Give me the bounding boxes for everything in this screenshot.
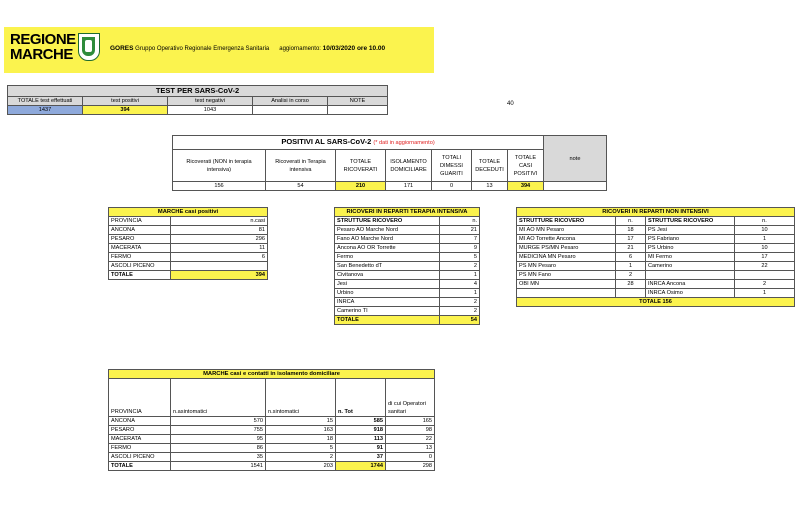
ni-title: RICOVERI IN REPARTI NON INTENSIVI — [517, 208, 795, 217]
ti-total-label: TOTALE — [335, 316, 440, 325]
casi-positivi-title: MARCHE casi positivi — [109, 208, 268, 217]
table-row: FERMO 86 5 91 13 — [109, 444, 435, 453]
value-deceduti: 13 — [472, 182, 508, 191]
header-deceduti: TOTALE DECEDUTI — [472, 150, 508, 182]
side-number: 40 — [507, 101, 514, 107]
casi-total-label: TOTALE — [109, 271, 171, 280]
iso-total-sint: 203 — [266, 462, 336, 471]
table-row: MURGE PS/MN Pesaro 21 PS Urbino 10 — [517, 244, 795, 253]
ni-col-struttura-right: STRUTTURE RICOVERO — [646, 217, 735, 226]
ti-total-value: 54 — [440, 316, 480, 325]
col-provincia: PROVINCIA — [109, 217, 171, 226]
update-value: 10/03/2020 ore 10.00 — [322, 45, 386, 52]
header-banner — [4, 27, 434, 73]
org-short: GORES — [110, 45, 134, 52]
positivi-table — [172, 135, 607, 191]
table-row: PS MN Fano 2 — [517, 271, 795, 280]
header-dimessi: TOTALI DIMESSI GUARITI — [432, 150, 472, 182]
table-row: FERMO 6 — [109, 253, 268, 262]
ti-col-struttura: STRUTTURE RICOVERO — [335, 217, 440, 226]
col-casi: n.casi — [171, 217, 268, 226]
ni-col-n-left: n. — [616, 217, 646, 226]
test-table — [7, 85, 388, 115]
regione-marche-logo: REGIONE MARCHE — [10, 31, 76, 63]
table-row: PS MN Pesaro 1 Camerino 22 — [517, 262, 795, 271]
ti-col-n: n. — [440, 217, 480, 226]
isolamento-title: MARCHE casi e contatti in isolamento domiciliare — [109, 370, 435, 379]
positivi-title: POSITIVI AL SARS-CoV-2 (* dati in aggiornamento) — [173, 136, 544, 150]
table-row: ASCOLI PICENO 35 2 37 0 — [109, 453, 435, 462]
iso-total-asint: 1541 — [171, 462, 266, 471]
regione-shield-icon — [78, 33, 100, 61]
table-row: Jesi 4 — [335, 280, 480, 289]
casi-positivi-table — [108, 207, 268, 280]
header-info — [110, 45, 385, 52]
table-row: ASCOLI PICENO — [109, 262, 268, 271]
value-analisi — [253, 106, 328, 115]
header-ricoverati-non-ti: Ricoverati (NON in terapia intensiva) — [173, 150, 266, 182]
table-row: Camerino TI 2 — [335, 307, 480, 316]
value-totale-ricoverati: 210 — [336, 182, 386, 191]
terapia-intensiva-table — [334, 207, 480, 325]
header-ricoverati-ti: Ricoverati in Terapia intensiva — [266, 150, 336, 182]
iso-total-label: TOTALE — [109, 462, 171, 471]
table-row: Ancona AO OR Torrette 9 — [335, 244, 480, 253]
table-row: ANCONA 81 — [109, 226, 268, 235]
table-row: San Benedetto dT 2 — [335, 262, 480, 271]
header-test-negativi: test negativi — [168, 97, 253, 106]
value-test-positivi: 394 — [83, 106, 168, 115]
update-label: aggiornamento: — [279, 46, 321, 52]
header-totale-ricoverati: TOTALE RICOVERATI — [336, 150, 386, 182]
ni-col-struttura-left: STRUTTURE RICOVERO — [517, 217, 616, 226]
value-ricoverati-ti: 54 — [266, 182, 336, 191]
table-row: MEDICINA MN Pesaro 6 MI Fermo 17 — [517, 253, 795, 262]
header-casi-positivi: TOTALE CASI POSITIVI — [508, 150, 544, 182]
ti-title: RICOVERI IN REPARTI TERAPIA INTENSIVA — [335, 208, 480, 217]
value-casi-positivi: 394 — [508, 182, 544, 191]
test-table-title: TEST PER SARS-CoV-2 — [8, 86, 388, 97]
header-analisi: Analisi in corso — [253, 97, 328, 106]
iso-col-asint: n.asintomatici — [171, 379, 266, 417]
header-note-pos: note — [544, 136, 607, 182]
casi-total-value: 394 — [171, 271, 268, 280]
table-row: Pesaro AO Marche Nord 21 — [335, 226, 480, 235]
table-row: OBI MN 28 INRCA Ancona 2 — [517, 280, 795, 289]
header-note: NOTE — [328, 97, 388, 106]
header-totale-test: TOTALE test effettuati — [8, 97, 83, 106]
table-row: ANCONA 570 15 585 165 — [109, 417, 435, 426]
table-row: Fermo 5 — [335, 253, 480, 262]
isolamento-table — [108, 369, 435, 471]
value-note — [328, 106, 388, 115]
header-test-positivi: test positivi — [83, 97, 168, 106]
non-intensivi-table — [516, 207, 795, 307]
table-row: INRCA Osimo 1 — [517, 289, 795, 298]
value-note-pos — [544, 182, 607, 191]
ni-total: TOTALE 156 — [517, 298, 795, 307]
iso-total-tot: 1744 — [336, 462, 386, 471]
value-isolamento: 171 — [386, 182, 432, 191]
table-row: Fano AO Marche Nord 7 — [335, 235, 480, 244]
table-row: MACERATA 95 18 113 22 — [109, 435, 435, 444]
org-full: Gruppo Operativo Regionale Emergenza Sanitaria — [135, 46, 270, 52]
table-row: Civitanova 1 — [335, 271, 480, 280]
value-ricoverati-non-ti: 156 — [173, 182, 266, 191]
table-row: INRCA 2 — [335, 298, 480, 307]
table-row: PESARO 296 — [109, 235, 268, 244]
header-isolamento: ISOLAMENTO DOMICILIARE — [386, 150, 432, 182]
iso-total-oper: 298 — [386, 462, 435, 471]
ni-col-n-right: n. — [735, 217, 795, 226]
value-totale-test: 1437 — [8, 106, 83, 115]
table-row: Urbino 1 — [335, 289, 480, 298]
table-row: MI AO MN Pesaro 18 PS Jesi 10 — [517, 226, 795, 235]
value-test-negativi: 1043 — [168, 106, 253, 115]
value-dimessi: 0 — [432, 182, 472, 191]
table-row: MACERATA 11 — [109, 244, 268, 253]
iso-col-provincia: PROVINCIA — [109, 379, 171, 417]
table-row: PESARO 755 163 918 98 — [109, 426, 435, 435]
iso-col-tot: n. Tot — [336, 379, 386, 417]
table-row: MI AO Torrette Ancona 17 PS Fabriano 1 — [517, 235, 795, 244]
iso-col-oper: di cui Operatori sanitari — [386, 379, 435, 417]
iso-col-sint: n.sintomatici — [266, 379, 336, 417]
